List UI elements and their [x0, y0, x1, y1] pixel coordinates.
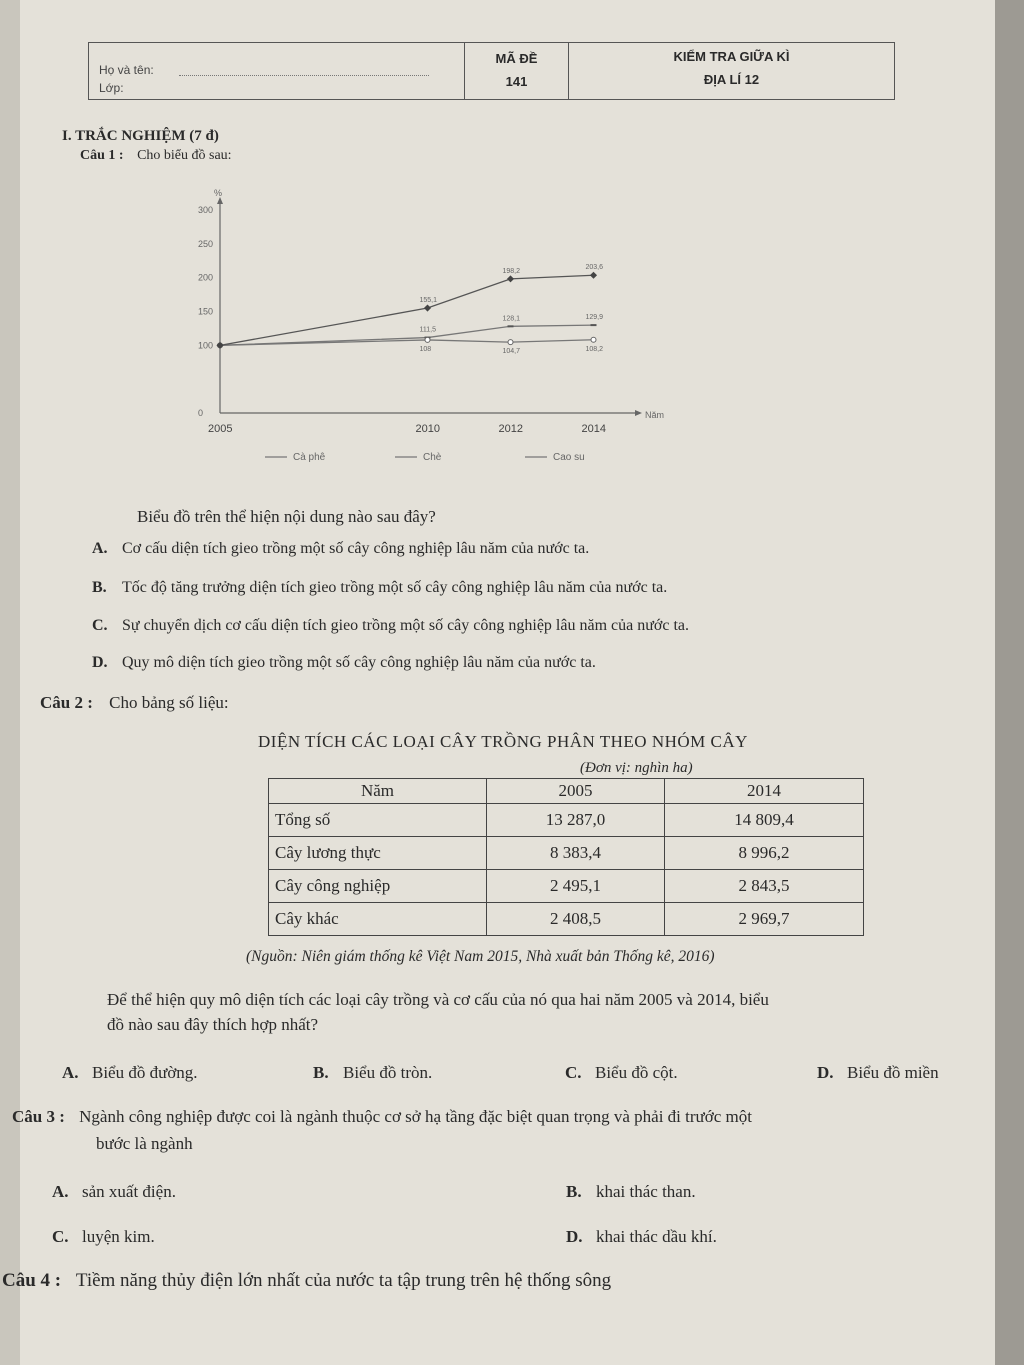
- y-tick-label: 150: [198, 306, 214, 317]
- exam-code-value: 141: [505, 74, 528, 89]
- table-header-row: [269, 779, 864, 804]
- table-cell: 14 809,4: [665, 804, 864, 837]
- x-unit-label: Năm: [645, 410, 665, 420]
- background-edge: [995, 0, 1024, 1365]
- q2-question-line2: đồ nào sau đây thích hợp nhất?: [107, 1015, 319, 1034]
- data-label: 203,6: [585, 264, 604, 272]
- q4-heading: [2, 1270, 611, 1292]
- q4-label: Câu 4 :: [2, 1270, 62, 1291]
- q2-question-line1: Để thể hiện quy mô diện tích các loại cây trồng và cơ cấu của nó qua hai năm 2005 và 2014, biểu: [107, 990, 769, 1009]
- data-label: 155,1: [419, 297, 438, 305]
- exam-title-block: [569, 43, 894, 99]
- q1-label: Câu 1 :: [80, 148, 124, 163]
- q2-prompt: Cho bảng số liệu:: [109, 693, 229, 712]
- data-label: 111,5: [419, 326, 436, 334]
- table-cell: 13 287,0: [487, 804, 665, 837]
- legend-label: Chè: [423, 452, 442, 463]
- table-cell: 2 408,5: [487, 903, 665, 936]
- q1-option-d[interactable]: D. Quy mô diện tích gieo trồng một số cây công nghiệp lâu năm của nước ta.: [92, 654, 596, 671]
- data-point: [590, 272, 597, 279]
- table-source: (Nguồn: Niên giám thống kê Việt Nam 2015, Nhà xuất bản Thống kê, 2016): [246, 948, 715, 965]
- y-tick-label: 0: [198, 408, 204, 418]
- q2-option-a[interactable]: A. Biểu đồ đường.: [62, 1063, 198, 1082]
- data-point: [424, 305, 431, 312]
- q3-heading: [12, 1107, 987, 1127]
- data-label: 104,7: [502, 348, 521, 356]
- data-label: 198,2: [502, 267, 521, 275]
- line-chart: [180, 185, 700, 475]
- table-cell: 8 383,4: [487, 837, 665, 870]
- q1-option-b[interactable]: B. Tốc độ tăng trưởng diện tích gieo trồng một số cây công nghiệp lâu năm của nước ta.: [92, 579, 668, 596]
- data-point: [216, 342, 223, 349]
- table-cell: 2 495,1: [487, 870, 665, 903]
- y-tick-label: 300: [198, 205, 214, 215]
- table-cell: Cây công nghiệp: [269, 870, 487, 903]
- table-header-cell: Năm: [269, 779, 487, 804]
- exam-header: [88, 42, 895, 100]
- legend-label: Cao su: [553, 452, 585, 463]
- table-row: [269, 804, 864, 837]
- q3-option-c[interactable]: C. luyện kim.: [52, 1227, 155, 1246]
- q2-heading: [40, 693, 229, 713]
- q2-label: Câu 2 :: [40, 693, 93, 712]
- x-tick-label: 2010: [415, 423, 440, 435]
- data-point: [425, 337, 430, 342]
- x-tick-label: 2005: [208, 423, 233, 435]
- table-header-cell: 2014: [665, 779, 864, 804]
- table-cell: Cây khác: [269, 903, 487, 936]
- q4-text: Tiềm năng thủy điện lớn nhất của nước ta tập trung trên hệ thống sông: [75, 1270, 612, 1291]
- q3-option-b[interactable]: B. khai thác than.: [566, 1182, 696, 1201]
- q3-line1: Ngành công nghiệp được coi là ngành thuộc cơ sở hạ tầng đặc biệt quan trọng và phải đi trước một: [79, 1107, 752, 1126]
- table-unit: (Đơn vị: nghìn ha): [580, 760, 693, 776]
- table-cell: Cây lương thực: [269, 837, 487, 870]
- data-label: 108,2: [585, 345, 604, 353]
- data-label: 129,9: [585, 314, 604, 322]
- x-axis-arrow: [635, 410, 642, 416]
- class-label: Lớp:: [99, 81, 124, 95]
- q2-option-b[interactable]: B. Biểu đồ tròn.: [313, 1063, 433, 1082]
- q1-question: Biểu đồ trên thể hiện nội dung nào sau đây?: [137, 507, 436, 526]
- data-point: [591, 337, 596, 342]
- series-line-3: [220, 275, 594, 345]
- data-table: [268, 778, 864, 936]
- table-row: [269, 837, 864, 870]
- data-label: 128,1: [502, 315, 521, 323]
- exam-title: KIỂM TRA GIỮA KÌ: [673, 49, 790, 64]
- y-tick-label: 100: [198, 340, 214, 351]
- q1-option-c[interactable]: C. Sự chuyển dịch cơ cấu diện tích gieo trồng một số cây công nghiệp lâu năm của nước ta.: [92, 617, 689, 634]
- q1-heading: [80, 148, 232, 164]
- y-tick-label: 250: [198, 238, 214, 249]
- x-tick-label: 2012: [498, 423, 523, 435]
- table-cell: 2 969,7: [665, 903, 864, 936]
- data-point: [508, 340, 513, 345]
- y-unit-label: %: [214, 188, 223, 198]
- section-title: I. TRẮC NGHIỆM (7 đ): [62, 128, 219, 144]
- student-info: [89, 43, 465, 99]
- table-cell: 2 843,5: [665, 870, 864, 903]
- table-cell: Tổng số: [269, 804, 487, 837]
- table-row: [269, 870, 864, 903]
- name-line: [179, 75, 429, 76]
- q1-prompt: Cho biểu đồ sau:: [137, 148, 232, 163]
- q3-option-a[interactable]: A. sản xuất điện.: [52, 1182, 176, 1201]
- table-title: DIỆN TÍCH CÁC LOẠI CÂY TRỒNG PHÂN THEO NHÓM CÂY: [258, 732, 748, 751]
- exam-code: [465, 43, 569, 99]
- q2-option-d[interactable]: D. Biểu đồ miền: [817, 1063, 939, 1082]
- data-label: 108: [419, 345, 432, 353]
- y-axis-arrow: [217, 197, 223, 204]
- q3-option-d[interactable]: D. khai thác dầu khí.: [566, 1227, 717, 1246]
- exam-subject: ĐỊA LÍ 12: [703, 72, 760, 87]
- table-header-cell: 2005: [487, 779, 665, 804]
- table-cell: 8 996,2: [665, 837, 864, 870]
- q2-option-c[interactable]: C. Biểu đồ cột.: [565, 1063, 678, 1082]
- data-point: [507, 275, 514, 282]
- q3-line2: bước là ngành: [96, 1134, 193, 1153]
- x-tick-label: 2014: [581, 423, 606, 435]
- q3-label: Câu 3 :: [12, 1107, 65, 1126]
- legend-label: Cà phê: [293, 452, 326, 463]
- series-line-2: [220, 340, 594, 346]
- y-tick-label: 200: [198, 272, 214, 283]
- table-row: [269, 903, 864, 936]
- exam-code-label: MÃ ĐỀ: [495, 51, 538, 66]
- name-label: Họ và tên:: [99, 63, 154, 77]
- q1-option-a[interactable]: A. Cơ cấu diện tích gieo trồng một số cây công nghiệp lâu năm của nước ta.: [92, 540, 590, 557]
